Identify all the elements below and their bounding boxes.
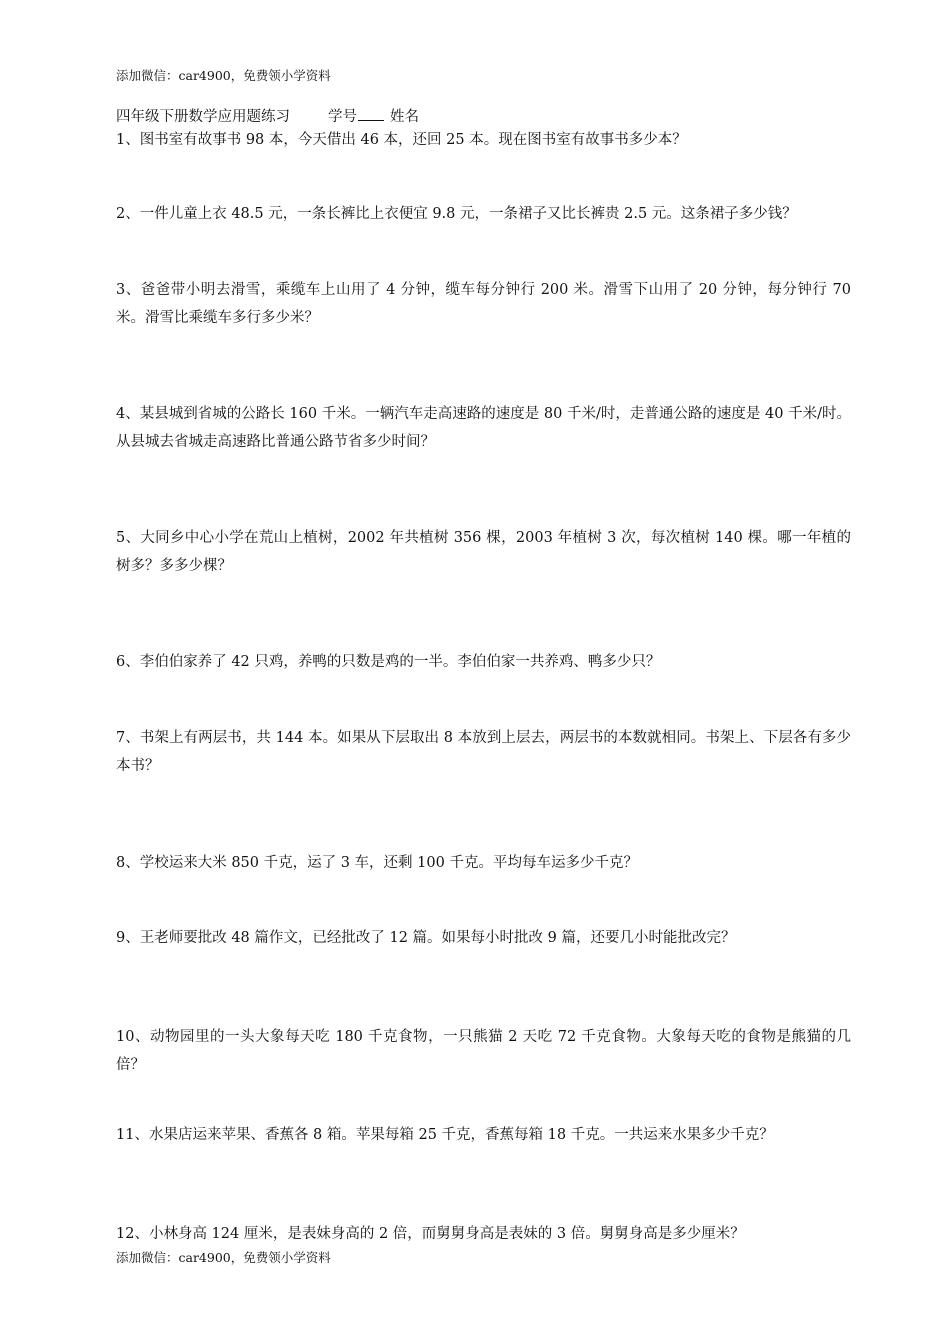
question-8: 8、学校运来大米 850 千克，运了 3 车，还剩 100 千克。平均每车运多少千克？ <box>116 855 638 871</box>
student-name-label: 姓名 <box>390 109 419 125</box>
question-9: 9、王老师要批改 48 篇作文，已经批改了 12 篇。如果每小时批改 9 篇，还要几小时能批改完？ <box>116 930 736 946</box>
question-11: 11、水果店运来苹果、香蕉各 8 箱。苹果每箱 25 千克，香蕉每箱 18 千克。一共运来水果多少千克？ <box>116 1127 774 1143</box>
student-number-blank <box>358 106 384 121</box>
question-12: 12、小林身高 124 厘米，是表妹身高的 2 倍，而舅舅身高是表妹的 3 倍。舅舅身高是多少厘米？ <box>116 1226 745 1242</box>
worksheet-title: 四年级下册数学应用题练习 <box>116 109 290 125</box>
question-2: 2、一件儿童上衣 48.5 元，一条长裤比上衣便宜 9.8 元，一条裙子又比长裤贵 2.5 元。这条裙子多少钱？ <box>116 206 797 222</box>
question-3: 3、爸爸带小明去滑雪，乘缆车上山用了 4 分钟，缆车每分钟行 200 米。滑雪下山用了 20 分钟，每分钟行 70 米。滑雪比乘缆车多行多少米？ <box>116 282 851 326</box>
question-6: 6、李伯伯家养了 42 只鸡，养鸭的只数是鸡的一半。李伯伯家一共养鸡、鸭多少只？ <box>116 654 661 670</box>
question-1: 1、图书室有故事书 98 本，今天借出 46 本，还回 25 本。现在图书室有故事书多少本？ <box>116 132 687 148</box>
question-4: 4、某县城到省城的公路长 160 千米。一辆汽车走高速路的速度是 80 千米/时，走普通公路的速度是 40 千米/时。从县城去省城走高速路比普通公路节省多少时间？ <box>116 406 851 450</box>
worksheet-title-line <box>116 106 419 127</box>
student-number-label: 学号 <box>328 109 357 125</box>
question-10: 10、动物园里的一头大象每天吃 180 千克食物，一只熊猫 2 天吃 72 千克食物。大象每天吃的食物是熊猫的几倍？ <box>116 1029 851 1073</box>
question-7: 7、书架上有两层书，共 144 本。如果从下层取出 8 本放到上层去，两层书的本数就相同。书架上、下层各有多少本书？ <box>116 730 851 774</box>
header-note: 添加微信：car4900，免费领小学资料 <box>116 68 331 83</box>
question-5: 5、大同乡中心小学在荒山上植树，2002 年共植树 356 棵，2003 年植树 3 次，每次植树 140 棵。哪一年植的树多？多多少棵？ <box>116 530 851 574</box>
footer-note: 添加微信：car4900，免费领小学资料 <box>116 1250 331 1265</box>
